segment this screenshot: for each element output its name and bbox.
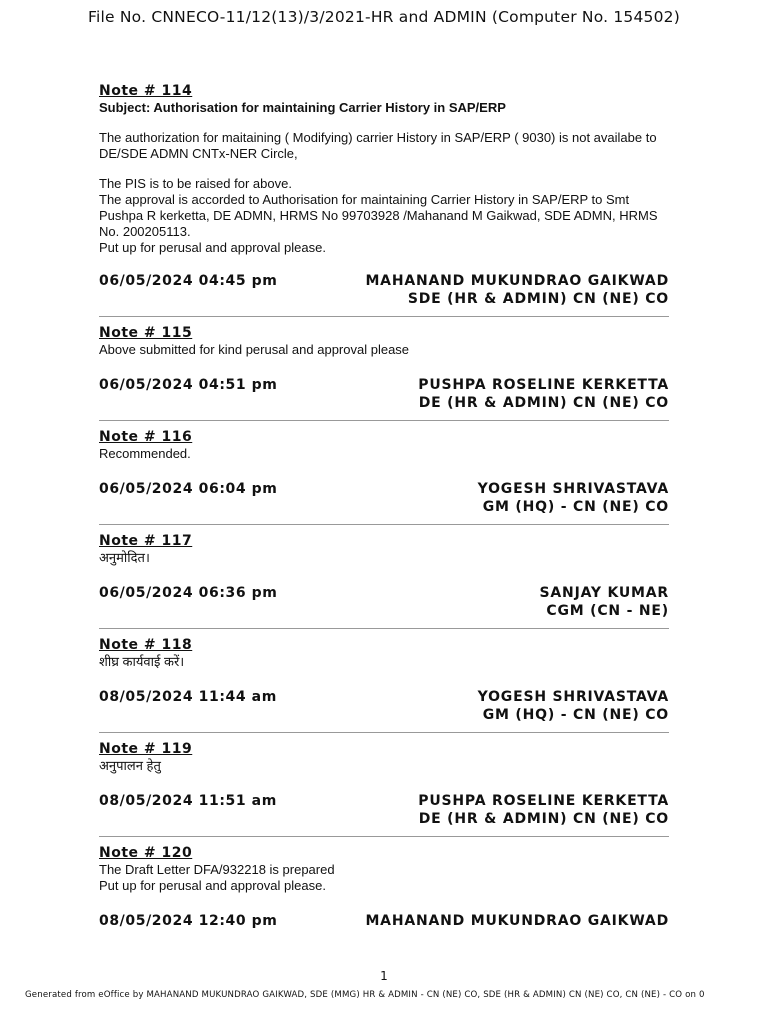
signature-row xyxy=(99,584,669,620)
note-title: Note # 116 xyxy=(99,429,193,445)
note-118 xyxy=(99,629,669,733)
signatory-name: PUSHPA ROSELINE KERKETTA xyxy=(418,793,669,809)
note-115 xyxy=(99,317,669,421)
signatory-designation: DE (HR & ADMIN) CN (NE) CO xyxy=(418,811,669,827)
signature-block xyxy=(365,912,669,930)
note-116 xyxy=(99,421,669,525)
signature-date: 06/05/2024 06:04 pm xyxy=(99,481,278,497)
note-paragraph: The authorization for maitaining ( Modifying) carrier History in SAP/ERP ( 9030) is not availabe to DE/SDE ADMN CNTx-NER Circle, xyxy=(99,130,657,161)
note-title: Note # 120 xyxy=(99,845,193,861)
note-paragraph: The PIS is to be raised for above. xyxy=(99,176,292,191)
signature-row xyxy=(99,480,669,516)
signature-date: 08/05/2024 11:51 am xyxy=(99,793,277,809)
signatory-designation: SDE (HR & ADMIN) CN (NE) CO xyxy=(407,291,669,307)
signatory-designation: CGM (CN - NE) xyxy=(546,603,669,619)
note-paragraph: Put up for perusal and approval please. xyxy=(99,878,326,893)
note-title: Note # 115 xyxy=(99,325,193,341)
note-paragraph: The Draft Letter DFA/932218 is prepared xyxy=(99,862,335,877)
note-119 xyxy=(99,733,669,837)
note-paragraph: Recommended. xyxy=(99,446,191,461)
signature-block xyxy=(478,688,669,724)
signature-row xyxy=(99,272,669,308)
note-paragraph: अनुमोदित। xyxy=(99,550,150,565)
signature-row xyxy=(99,912,669,930)
signatory-designation: DE (HR & ADMIN) CN (NE) CO xyxy=(418,395,669,411)
page-number: 1 xyxy=(380,969,388,983)
signature-block xyxy=(365,272,669,308)
note-120 xyxy=(99,837,669,930)
signatory-name: MAHANAND MUKUNDRAO GAIKWAD xyxy=(365,273,669,289)
signature-row xyxy=(99,792,669,828)
note-paragraph: Put up for perusal and approval please. xyxy=(99,240,326,255)
note-paragraph: The approval is accorded to Authorisation for maintaining Carrier History in SAP/ERP to Smt Pushpa R kerketta, DE ADMN, HRMS No 99703928 /Mahanand M Gaikwad, SDE ADMN, HRMS No. 200205113. xyxy=(99,192,658,239)
signatory-designation: GM (HQ) - CN (NE) CO xyxy=(482,707,669,723)
signature-block xyxy=(418,376,669,412)
note-paragraph: शीघ्र कार्यवाई करें। xyxy=(99,654,185,669)
signature-row xyxy=(99,376,669,412)
signatory-designation: GM (HQ) - CN (NE) CO xyxy=(482,499,669,515)
note-paragraph: अनुपालन हेतु xyxy=(99,758,161,773)
note-title: Note # 117 xyxy=(99,533,193,549)
note-title: Note # 119 xyxy=(99,741,193,757)
signature-date: 06/05/2024 06:36 pm xyxy=(99,585,278,601)
notesheet xyxy=(99,82,669,930)
signature-block xyxy=(418,792,669,828)
note-subject: Subject: Authorisation for maintaining Carrier History in SAP/ERP xyxy=(99,100,506,115)
file-number-header: File No. CNNECO-11/12(13)/3/2021-HR and ADMIN (Computer No. 154502) xyxy=(88,8,680,26)
signatory-name: PUSHPA ROSELINE KERKETTA xyxy=(418,377,669,393)
note-paragraph: Above submitted for kind perusal and approval please xyxy=(99,342,410,357)
signatory-name: MAHANAND MUKUNDRAO GAIKWAD xyxy=(365,913,669,929)
signature-date: 08/05/2024 12:40 pm xyxy=(99,913,278,929)
eoffice-footer: Generated from eOffice by MAHANAND MUKUNDRAO GAIKWAD, SDE (MMG) HR & ADMIN - CN (NE) CO, SDE (HR & ADMIN) CN (NE) CO, CN (NE) - CO on 0 xyxy=(25,990,705,1000)
signature-date: 06/05/2024 04:51 pm xyxy=(99,377,278,393)
signatory-name: YOGESH SHRIVASTAVA xyxy=(477,481,669,497)
signature-block xyxy=(478,480,669,516)
signature-row xyxy=(99,688,669,724)
signature-block xyxy=(540,584,669,620)
note-title: Note # 114 xyxy=(99,83,193,99)
note-title: Note # 118 xyxy=(99,637,193,653)
signatory-name: YOGESH SHRIVASTAVA xyxy=(477,689,669,705)
signature-date: 08/05/2024 11:44 am xyxy=(99,689,277,705)
note-117 xyxy=(99,525,669,629)
signatory-name: SANJAY KUMAR xyxy=(539,585,669,601)
note-114 xyxy=(99,82,669,317)
signature-date: 06/05/2024 04:45 pm xyxy=(99,273,278,289)
